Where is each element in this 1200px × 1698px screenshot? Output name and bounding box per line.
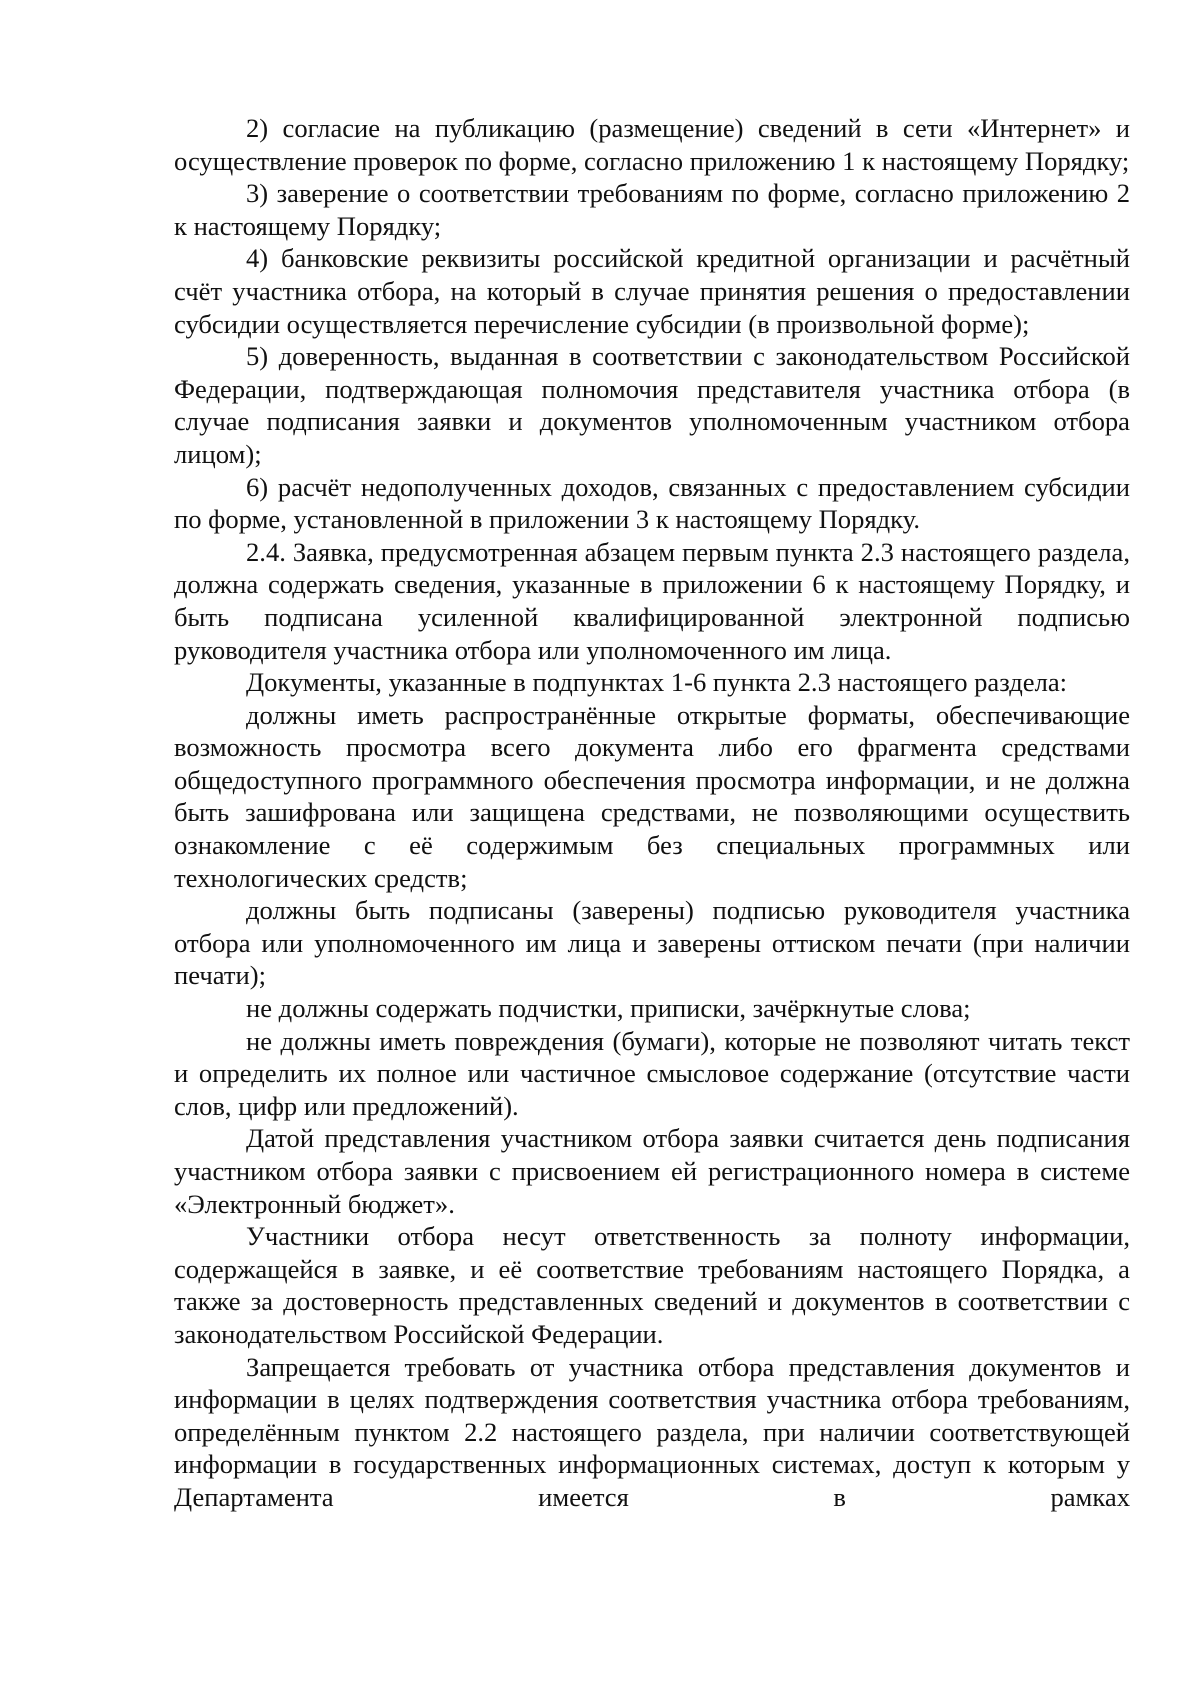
paragraph-submission-date: Датой представления участником отбора заявки считается день подписания участником отбора заявки с присвоением ей регистрационного номера в системе «Электронный бюджет». bbox=[174, 1123, 1130, 1219]
paragraph-prohibition: Запрещается требовать от участника отбора представления документов и информации в целях подтверждения соответствия участника отбора требованиям, определённым пунктом 2.2 настоящего раздела, при наличии соответствующей информации в государственных информационных системах, доступ к которым у Департамента имеется в рамках bbox=[174, 1351, 1130, 1512]
paragraph-no-corrections: не должны содержать подчистки, приписки, зачёркнутые слова; bbox=[246, 993, 971, 1024]
paragraph-signature-requirement: должны быть подписаны (заверены) подписью руководителя участника отбора или уполномоченного им лица и заверены оттиском печати (при наличии печати); bbox=[174, 895, 1130, 991]
paragraph-responsibility: Участники отбора несут ответственность за полноту информации, содержащейся в заявке, и её соответствие требованиям настоящего Порядка, а также за достоверность представленных сведений и документов в соответствии с законодательством Российской Федерации. bbox=[174, 1221, 1130, 1349]
paragraph-item-4: 4) банковские реквизиты российской кредитной организации и расчётный счёт участника отбора, на который в случае принятия решения о предоставлении субсидии осуществляется перечисление субсидии (в произвольной форме); bbox=[174, 243, 1130, 339]
paragraph-formats-requirement: должны иметь распространённые открытые форматы, обеспечивающие возможность просмотра всего документа либо его фрагмента средствами общедоступного программного обеспечения просмотра информации, и не должна быть зашифрована или защищена средствами, не позволяющими осуществить ознакомление с её содержимым без специальных программных или технологических средств; bbox=[174, 699, 1130, 893]
paragraph-item-3: 3) заверение о соответствии требованиям по форме, согласно приложению 2 к настоящему Порядку; bbox=[174, 178, 1130, 241]
paragraph-no-damage: не должны иметь повреждения (бумаги), которые не позволяют читать текст и определить их полное или частичное смысловое содержание (отсутствие части слов, цифр или предложений). bbox=[174, 1025, 1130, 1121]
document-body bbox=[174, 112, 1130, 1514]
paragraph-item-6: 6) расчёт недополученных доходов, связанных с предоставлением субсидии по форме, установленной в приложении 3 к настоящему Порядку. bbox=[174, 471, 1130, 535]
paragraph-item-5: 5) доверенность, выданная в соответствии с законодательством Российской Федерации, подтверждающая полномочия представителя участника отбора (в случае подписания заявки и документов уполномоченным участником отбора лицом); bbox=[174, 341, 1130, 469]
paragraph-clause-2-4: 2.4. Заявка, предусмотренная абзацем первым пункта 2.3 настоящего раздела, должна содержать сведения, указанные в приложении 6 к настоящему Порядку, и быть подписана усиленной квалифицированной электронной подписью руководителя участника отбора или уполномоченного им лица. bbox=[174, 536, 1130, 665]
paragraph-documents-intro: Документы, указанные в подпунктах 1-6 пункта 2.3 настоящего раздела: bbox=[246, 667, 1068, 698]
paragraph-item-2: 2) согласие на публикацию (размещение) сведений в сети «Интернет» и осуществление проверок по форме, согласно приложению 1 к настоящему Порядку; bbox=[174, 113, 1130, 176]
